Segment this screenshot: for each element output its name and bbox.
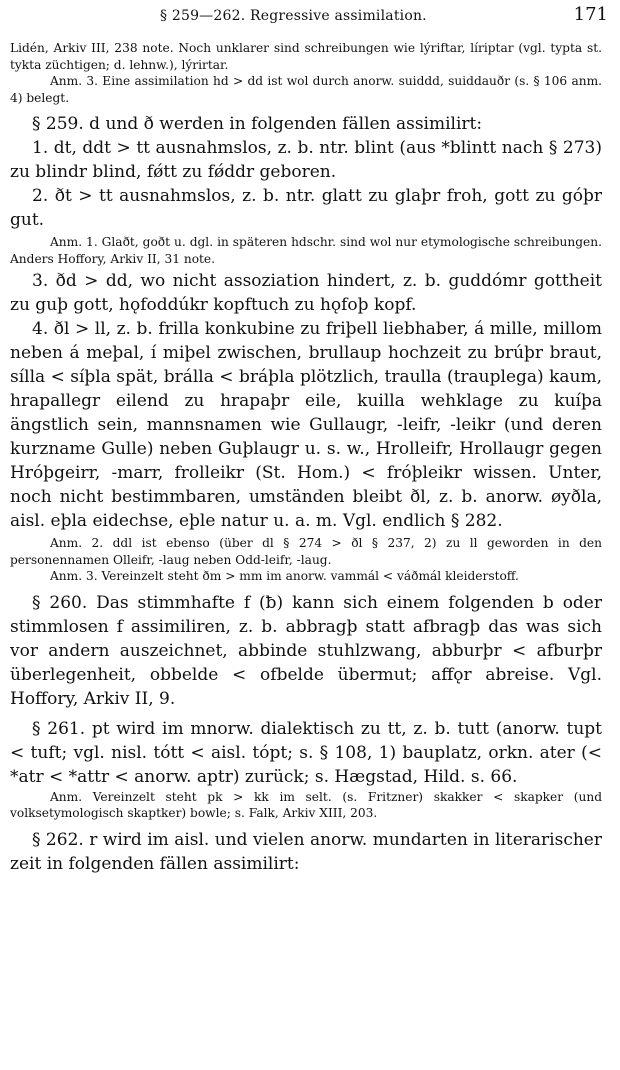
section-259-item-3: 3. ðd > dd, wo nicht assoziation hindert, z. b. guddómr gottheit zu guþ gott, hǫfoddúkr kopftuch zu hǫfoþ kopf. xyxy=(10,271,602,315)
section-259-item-1: 1. dt, ddt > tt ausnahmslos, z. b. ntr. blint (aus *blintt nach § 273) zu blindr blind, fǿtt zu fǿddr geboren. xyxy=(10,138,602,182)
note-anm-3-hd: Anm. 3. Eine assimilation hd > dd ist wol durch anorw. suiddd, suiddauðr (s. § 106 anm. 4) belegt. xyxy=(10,74,602,105)
page-header xyxy=(0,4,608,30)
section-262: § 262. r wird im aisl. und vielen anorw. mundarten in literarischer zeit in folgenden fällen assimilirt: xyxy=(10,829,602,874)
note-261-anm: Anm. Vereinzelt steht pk > kk im selt. (s. Fritzner) skakker < skapker (und volksetymologisch skaptker) bowle; s. Falk, Arkiv XIII, 203. xyxy=(10,789,602,820)
section-260: § 260. Das stimmhafte f (ƀ) kann sich einem folgenden b oder stimmlosen f assimiliren, z. b. abbragþ statt afbragþ das was sich vor andern auszeichnet, abbinde stuhlzwang, abburþr < afburþr überlegenheit, obbelde < ofbelde übermut; affǫr abreise. Vgl. Hoffory, Arkiv II, 9. xyxy=(10,592,602,709)
section-259-heading: § 259. d und ð werden in folgenden fällen assimilirt: xyxy=(32,114,483,134)
note-259-anm-3: Anm. 3. Vereinzelt steht ðm > mm im anorw. vammál < váðmál kleiderstoff. xyxy=(50,569,519,583)
continuation-note: Lidén, Arkiv III, 238 note. Noch unklarer sind schreibungen wie lýriftar, líriptar (vgl. typta st. tykta züchtigen; d. lehnw.), lýrirtar. xyxy=(10,41,602,72)
section-261: § 261. pt wird im mnorw. dialektisch zu tt, z. b. tutt (anorw. tupt < tuft; vgl. nisl. tótt < aisl. tópt; s. § 108, 1) bauplatz, orkn. ater (< *atr < *attr < anorw. aptr) zurück; s. Hægstad, Hild. s. 66. xyxy=(10,718,602,787)
note-259-anm-1: Anm. 1. Glaðt, goðt u. dgl. in späteren hdschr. sind wol nur etymologische schreibungen. Anders Hoffory, Arkiv II, 31 note. xyxy=(10,235,602,266)
note-259-anm-2: Anm. 2. ddl ist ebenso (über dl § 274 > ðl § 237, 2) zu ll geworden in den personennamen Olleifr, -laug neben Odd-leifr, -laug. xyxy=(10,536,602,567)
running-head: § 259—262. Regressive assimilation. xyxy=(160,8,427,24)
page-body xyxy=(10,40,602,876)
section-259-item-4: 4. ðl > ll, z. b. frilla konkubine zu friþell liebhaber, á mille, millom neben á meþal, í miþel zwischen, brullaup hochzeit zu brúþr braut, sílla < síþla spät, brálla < bráþla plötzlich, traulla (trauplega) kaum, hrapallegr eilend zu hrapaþr eile, kuilla wehklage zu kuíþa ängstlich sein, mannsnamen wie Gullaugr, -leifr, -leikr (und deren kurzname Gulle) neben Guþlaugr u. s. w., Hrolleifr, Hrollaugr gegen Hróþgeirr, -marr, frolleikr (St. Hom.) < fróþleikr wissen. Unter, noch nicht bestimmbaren, umständen bleibt ðl, z. b. anorw. øyðla, aisl. eþla eidechse, eþle natur u. a. m. Vgl. endlich § 282. xyxy=(10,319,602,531)
page-number: 171 xyxy=(573,4,608,25)
section-259-item-2: 2. ðt > tt ausnahmslos, z. b. ntr. glatt zu glaþr froh, gott zu góþr gut. xyxy=(10,186,602,230)
